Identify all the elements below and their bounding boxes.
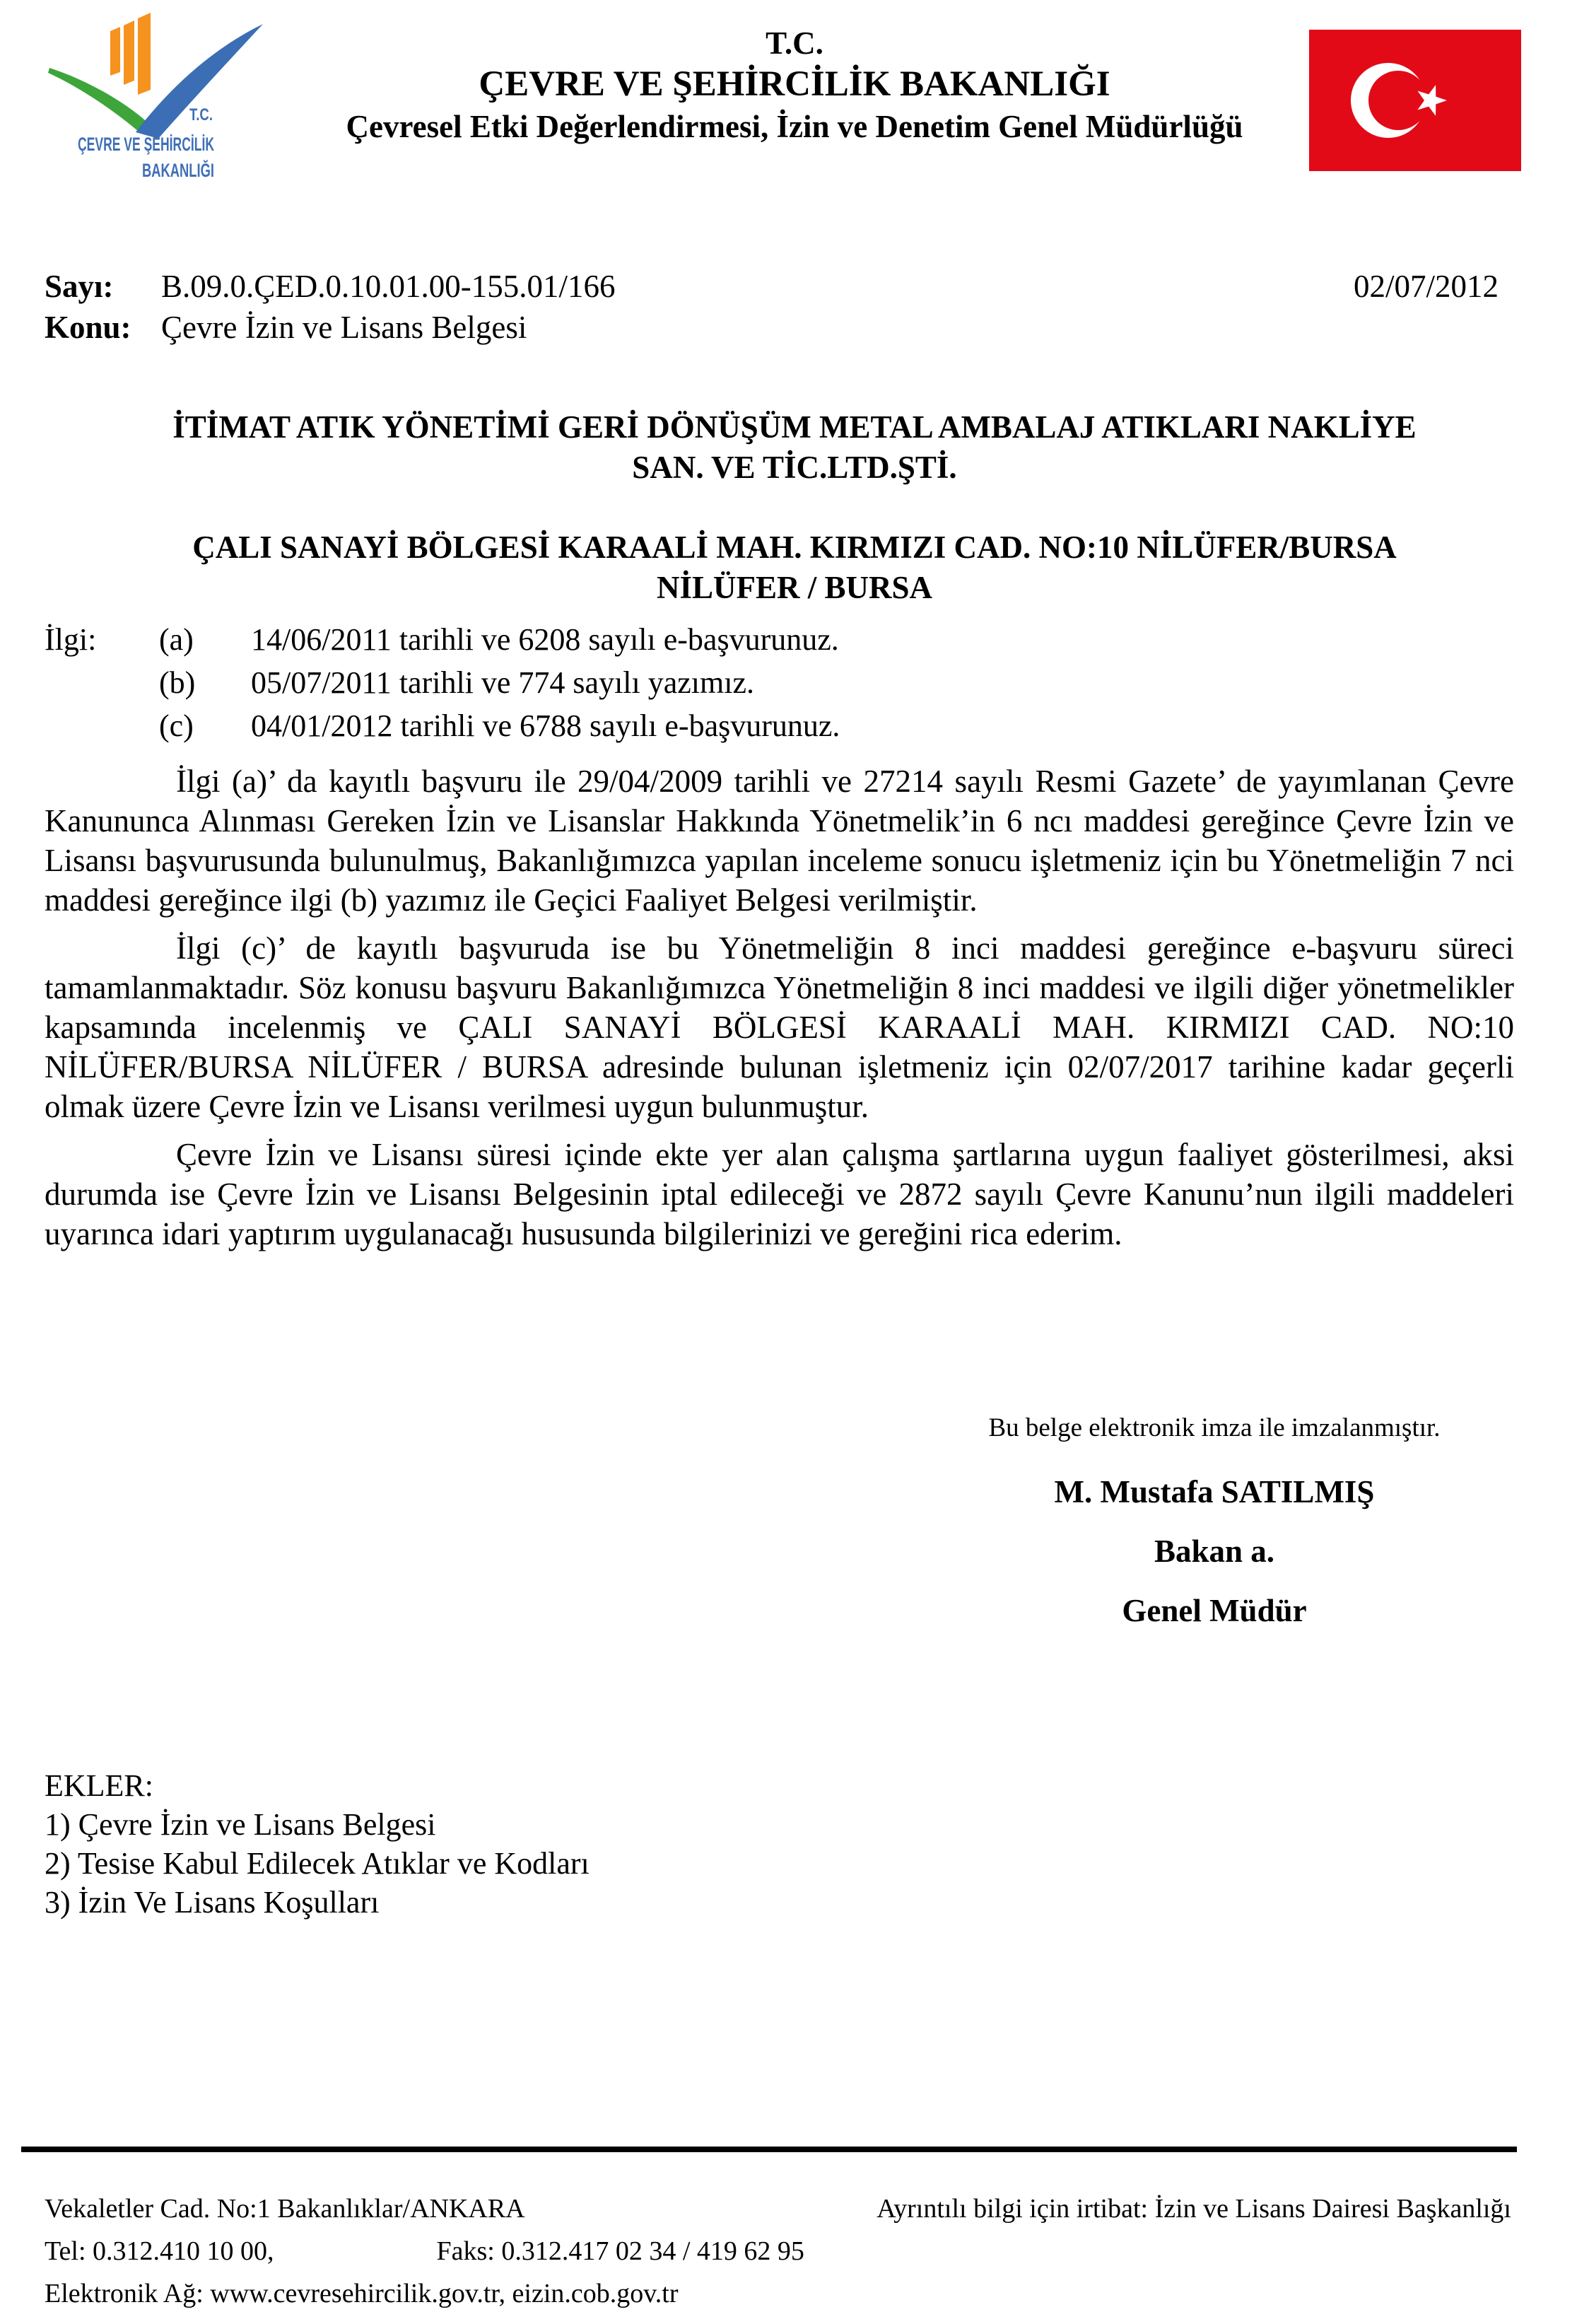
document-meta bbox=[45, 266, 1514, 348]
letterhead bbox=[0, 0, 1589, 189]
reference-letter: (a) bbox=[159, 622, 194, 657]
footer-row-phone bbox=[45, 2230, 1511, 2272]
footer-street-address: Vekaletler Cad. No:1 Bakanlıklar/ANKARA bbox=[45, 2194, 525, 2224]
body-paragraph-1: İlgi (a)’ da kayıtlı başvuru ile 29/04/2009 tarihli ve 27214 sayılı Resmi Gazete’ de yayımlanan Çevre Kanununca Alınması Gereken İzin ve Lisanslar Hakkında Yönetmelik’in 6 ncı maddesi gereğince Çevre İzin ve Lisansı başvurusunda bulunulmuş, Bakanlığımızca yapılan inceleme sonucu işletmeniz için bu Yönetmeliğin 7 nci maddesi gereğince ilgi (b) yazımız ile Geçici Faaliyet Belgesi verilmiştir. bbox=[45, 764, 1514, 918]
footer bbox=[21, 2147, 1517, 2315]
reference-row bbox=[45, 661, 1514, 704]
recipient-address-line2: NİLÜFER / BURSA bbox=[656, 570, 933, 605]
attachment-item: 1) Çevre İzin ve Lisans Belgesi bbox=[45, 1807, 436, 1842]
signer-title-2: Genel Müdür bbox=[1122, 1593, 1307, 1628]
attachment-item: 2) Tesise Kabul Edilecek Atıklar ve Kodları bbox=[45, 1846, 590, 1881]
footer-divider bbox=[21, 2147, 1517, 2152]
reference-text: 14/06/2011 tarihli ve 6208 sayılı e-başvurunuz. bbox=[251, 622, 839, 657]
sayi-row bbox=[45, 266, 1514, 307]
directorate-title: Çevresel Etki Değerlendirmesi, İzin ve Denetim Genel Müdürlüğü bbox=[346, 109, 1243, 144]
footer-website: Elektronik Ağ: www.cevresehircilik.gov.tr, eizin.cob.gov.tr bbox=[45, 2279, 679, 2308]
footer-row-web bbox=[45, 2272, 1511, 2315]
ilgi-label: İlgi: bbox=[45, 622, 97, 657]
reference-text: 05/07/2011 tarihli ve 774 sayılı yazımız. bbox=[251, 665, 755, 700]
reference-letter: (c) bbox=[159, 708, 194, 743]
footer-fax: Faks: 0.312.417 02 34 / 419 62 95 bbox=[436, 2236, 804, 2266]
konu-label: Konu: bbox=[45, 310, 131, 345]
signer-title-1: Bakan a. bbox=[1154, 1534, 1275, 1569]
recipient-name-line1: İTİMAT ATIK YÖNETİMİ GERİ DÖNÜŞÜM METAL AMBALAJ ATIKLARI NAKLİYE bbox=[172, 409, 1417, 445]
ministry-title: ÇEVRE VE ŞEHİRCİLİK BAKANLIĞI bbox=[479, 64, 1110, 104]
signer-name: M. Mustafa SATILMIŞ bbox=[1054, 1474, 1375, 1510]
recipient-name-line2: SAN. VE TİC.LTD.ŞTİ. bbox=[632, 450, 957, 485]
recipient-block bbox=[0, 407, 1589, 608]
attachments-block bbox=[45, 1766, 1514, 1922]
logo-bakanligi-text: BAKANLIĞI bbox=[142, 160, 248, 181]
republic-title: T.C. bbox=[766, 25, 823, 61]
body-paragraph-2: İlgi (c)’ de kayıtlı başvuruda ise bu Yönetmeliğin 8 inci maddesi gereğince e-başvuru süreci tamamlanmaktadır. Söz konusu başvuru Bakanlığımızca Yönetmeliğin 8 inci maddesi ve ilgili diğer yönetmelikler kapsamında incelenmiş ve ÇALI SANAYİ BÖLGESİ KARAALİ MAH. KIRMIZI CAD. NO:10 NİLÜFER/BURSA NİLÜFER / BURSA adresinde bulunan işletmeniz için 02/07/2017 tarihine kadar geçerli olmak üzere Çevre İzin ve Lisansı verilmesi uygun bulunmuştur. bbox=[45, 930, 1514, 1124]
recipient-address-line1: ÇALI SANAYİ BÖLGESİ KARAALİ MAH. KIRMIZI CAD. NO:10 NİLÜFER/BURSA bbox=[192, 530, 1397, 565]
references-block bbox=[45, 618, 1514, 747]
konu-value: Çevre İzin ve Lisans Belgesi bbox=[161, 310, 527, 345]
body-paragraph-3: Çevre İzin ve Lisansı süresi içinde ekte yer alan çalışma şartlarına uygun faaliyet gösterilmesi, aksi durumda ise Çevre İzin ve Lisansı Belgesinin iptal edileceği ve 2872 sayılı Çevre Kanunu’nun ilgili maddeleri uyarınca idari yaptırım uygulanacağı hususunda bilgilerinizi ve gereğini rica ederim. bbox=[45, 1137, 1514, 1251]
reference-letter: (b) bbox=[159, 665, 196, 700]
footer-row-address bbox=[45, 2188, 1511, 2230]
konu-row bbox=[45, 307, 1514, 348]
footer-telephone: Tel: 0.312.410 10 00, bbox=[45, 2236, 274, 2266]
footer-contact-info: Ayrıntılı bilgi için irtibat: İzin ve Lisans Dairesi Başkanlığı bbox=[876, 2194, 1511, 2224]
recipient-address bbox=[49, 527, 1540, 608]
sayi-label: Sayı: bbox=[45, 269, 114, 304]
letter-body bbox=[45, 761, 1514, 1254]
attachment-item: 3) İzin Ve Lisans Koşulları bbox=[45, 1885, 380, 1920]
ministry-logo-icon bbox=[41, 7, 274, 184]
reference-text: 04/01/2012 tarihli ve 6788 sayılı e-başvurunuz. bbox=[251, 708, 840, 743]
document-date: 02/07/2012 bbox=[1353, 269, 1499, 304]
reference-row bbox=[45, 618, 1514, 661]
logo-ministry-text: ÇEVRE VE ŞEHİRCİLİK bbox=[78, 134, 215, 155]
logo-tc-text: T.C. bbox=[189, 105, 213, 124]
attachments-label: EKLER: bbox=[45, 1768, 153, 1803]
reference-row bbox=[45, 704, 1514, 747]
sayi-value: B.09.0.ÇED.0.10.01.00-155.01/166 bbox=[161, 269, 616, 304]
e-signature-note: Bu belge elektronik imza ile imzalanmıştır. bbox=[988, 1413, 1441, 1442]
turkish-flag-icon bbox=[1309, 30, 1521, 171]
signature-block bbox=[896, 1413, 1532, 1630]
